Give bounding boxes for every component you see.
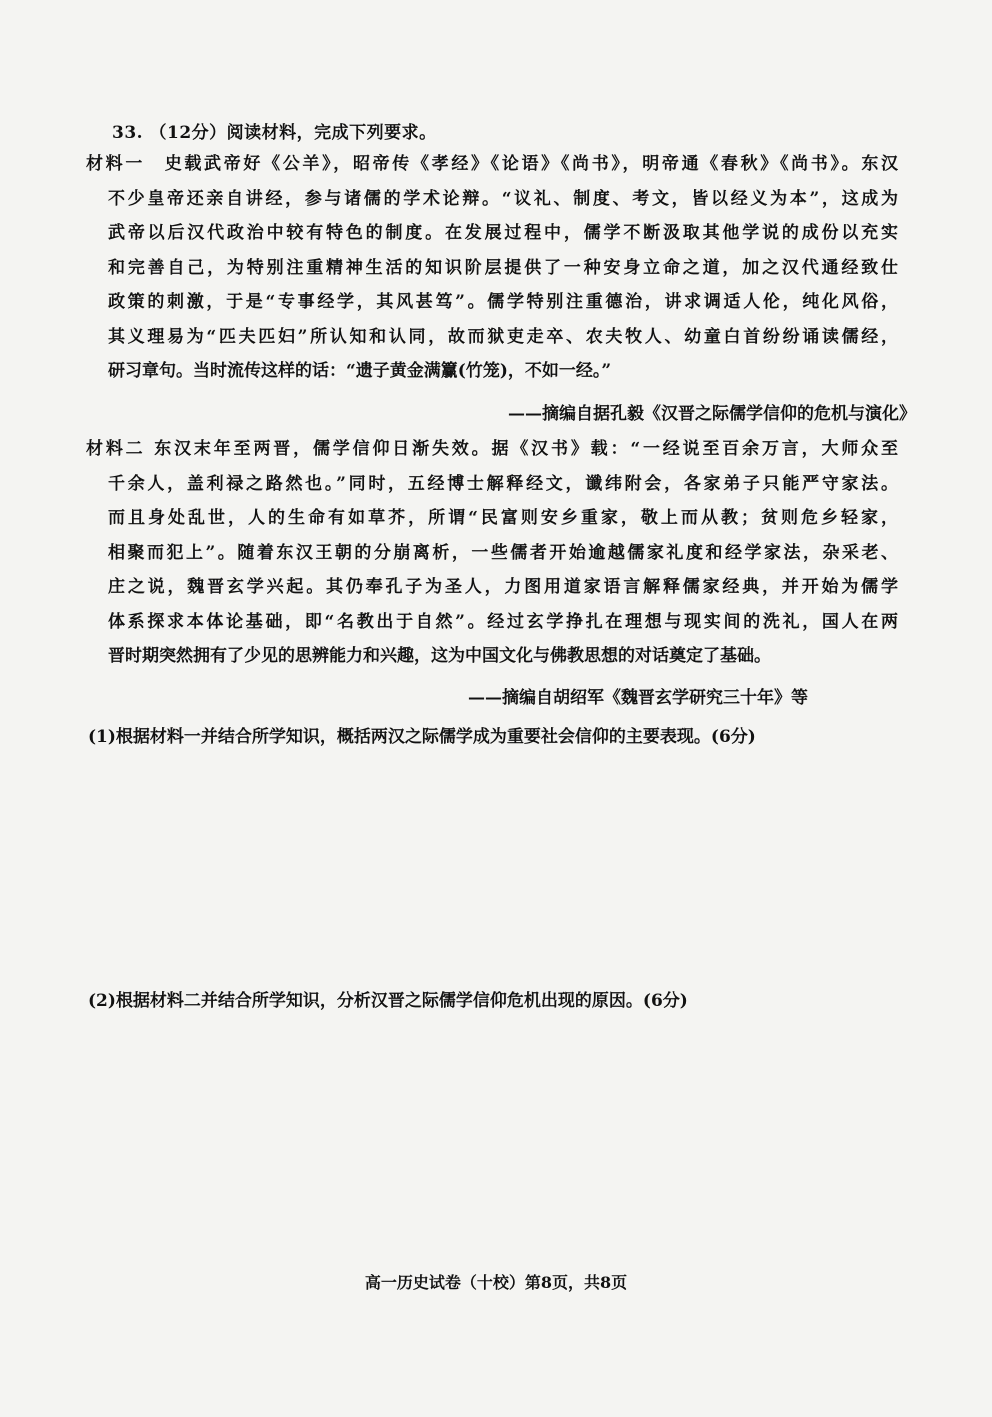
question-title: 33. （12分）阅读材料，完成下列要求。	[112, 123, 437, 143]
material-one-line: 和完善自己，为特别注重精神生活的知识阶层提供了一种安身立命之道，加之汉代通经致仕	[108, 257, 898, 278]
material-one-line: 材料一 史载武帝好《公羊》，昭帝传《孝经》《论语》《尚书》，明帝通《春秋》《尚书》。东汉	[86, 154, 898, 174]
material-two-source: ——摘编自胡绍军《魏晋玄学研究三十年》等	[468, 688, 808, 708]
material-two	[86, 432, 898, 674]
sub-question-1: (1)根据材料一并结合所学知识，概括两汉之际儒学成为重要社会信仰的主要表现。(6分)	[88, 727, 756, 747]
page-footer: 高一历史试卷（十校）第8页，共8页	[364, 1273, 628, 1292]
material-two-line: 相聚而犯上”。随着东汉王朝的分崩离析，一些儒者开始逾越儒家礼度和经学家法，杂采老、	[108, 542, 898, 563]
material-two-line: 而且身处乱世，人的生命有如草芥，所谓“民富则安乡重家，敬上而从教；贫则危乡轻家，	[108, 508, 898, 528]
material-one	[86, 147, 898, 389]
sub-question-2: (2)根据材料二并结合所学知识，分析汉晋之际儒学信仰危机出现的原因。(6分)	[88, 991, 688, 1011]
material-one-line: 研习章句。当时流传这样的话：“遗子黄金满籯(竹笼)，不如一经。”	[108, 361, 612, 381]
material-one-line: 武帝以后汉代政治中较有特色的制度。在发展过程中，儒学不断汲取其他学说的成份以充实	[108, 223, 898, 243]
material-one-line: 不少皇帝还亲自讲经，参与诸儒的学术论辩。“议礼、制度、考文，皆以经义为本”，这成为	[108, 188, 898, 209]
material-one-line: 政策的刺激，于是“专事经学，其风甚笃”。儒学特别注重德治，讲求调适人伦，纯化风俗，	[108, 292, 898, 312]
material-two-line: 庄之说，魏晋玄学兴起。其仍奉孔子为圣人，力图用道家语言解释儒家经典，并开始为儒学	[108, 577, 898, 597]
material-one-source: ——摘编自据孔毅《汉晋之际儒学信仰的危机与演化》	[508, 404, 916, 424]
material-two-line: 晋时期突然拥有了少见的思辨能力和兴趣，这为中国文化与佛教思想的对话奠定了基础。	[108, 646, 771, 666]
material-two-line: 千余人，盖利禄之路然也。”同时，五经博士解释经文，谶纬附会，各家弟子只能严守家法。	[108, 473, 898, 494]
material-one-line: 其义理易为“匹夫匹妇”所认知和认同，故而狱吏走卒、农夫牧人、幼童白首纷纷诵读儒经，	[108, 326, 898, 347]
material-two-line: 体系探求本体论基础，即“名教出于自然”。经过玄学挣扎在理想与现实间的洗礼，国人在两	[108, 611, 898, 632]
material-two-line: 材料二 东汉末年至两晋，儒学信仰日渐失效。据《汉书》载：“一经说至百余万言，大师众至	[86, 439, 898, 459]
